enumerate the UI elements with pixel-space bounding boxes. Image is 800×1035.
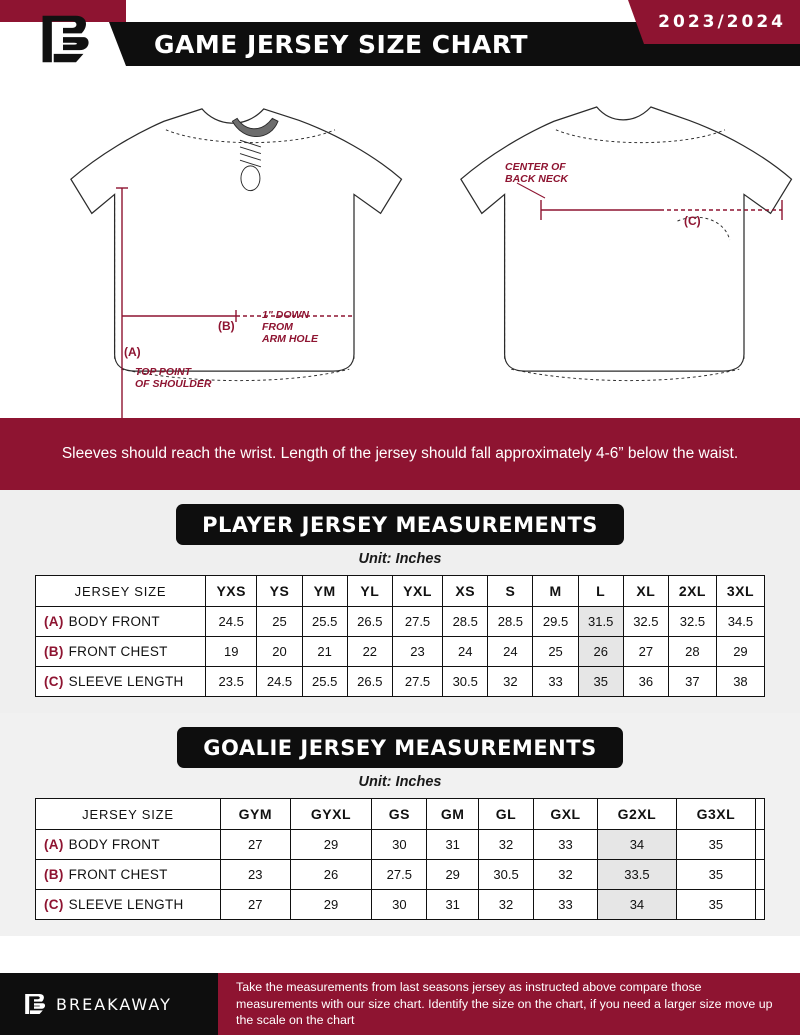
column-header-jersey-size: JERSEY SIZE (36, 576, 206, 607)
table-row (36, 667, 765, 697)
label-arm-hole-line2: FROM (262, 321, 293, 333)
column-header-gym: GYM (221, 799, 291, 830)
cell-value: 25 (257, 607, 302, 637)
cell-value: 21 (302, 637, 347, 667)
cell-value: 28.5 (488, 607, 533, 637)
cell-value: 26.5 (347, 607, 392, 637)
cell-value: 32 (479, 890, 534, 920)
cell-value: 22 (347, 637, 392, 667)
label-center-back-neck-line1: CENTER OF (505, 161, 566, 173)
column-header-g3xl: G3XL (676, 799, 755, 830)
row-label-front-chest: (B) FRONT CHEST (36, 860, 221, 890)
column-header-ys: YS (257, 576, 302, 607)
label-b-marker: (B) (218, 319, 235, 333)
cell-value: 35 (676, 830, 755, 860)
table-header-row (36, 799, 765, 830)
empty-cell (755, 830, 764, 860)
label-a-marker: (A) (124, 345, 141, 359)
table-header-row (36, 576, 765, 607)
cell-value: 27 (623, 637, 668, 667)
cell-value: 27.5 (392, 667, 442, 697)
cell-value: 33 (533, 667, 578, 697)
column-header-gs: GS (372, 799, 427, 830)
footer-instructions (218, 973, 800, 1035)
cell-value: 25.5 (302, 607, 347, 637)
empty-cell (755, 860, 764, 890)
table-row (36, 637, 765, 667)
table-row (36, 830, 765, 860)
row-tag: (A) (44, 837, 64, 852)
empty-cell (755, 890, 764, 920)
cell-value: 24.5 (257, 667, 302, 697)
cell-value: 26 (578, 637, 623, 667)
cell-value: 29 (427, 860, 479, 890)
cell-value: 29 (290, 830, 372, 860)
footer-brand-name: BREAKAWAY (56, 994, 172, 1014)
column-header-yxl: YXL (392, 576, 442, 607)
page-title: GAME JERSEY SIZE CHART (154, 29, 529, 59)
cell-value: 33 (534, 890, 598, 920)
cell-value: 25.5 (302, 667, 347, 697)
column-header-2xl: 2XL (668, 576, 716, 607)
season-badge-notch (628, 0, 644, 44)
cell-value: 30.5 (479, 860, 534, 890)
cell-value: 31.5 (578, 607, 623, 637)
cell-value: 25 (533, 637, 578, 667)
cell-value: 27 (221, 830, 291, 860)
cell-value: 30 (372, 830, 427, 860)
row-label-body-front: (A) BODY FRONT (36, 830, 221, 860)
cell-value: 28.5 (443, 607, 488, 637)
cell-value: 32 (534, 860, 598, 890)
table-row (36, 607, 765, 637)
brand-logo (0, 0, 126, 78)
player-size-table (35, 575, 765, 697)
cell-value: 34.5 (716, 607, 764, 637)
cell-value: 29.5 (533, 607, 578, 637)
column-header-xl: XL (623, 576, 668, 607)
cell-value: 32 (488, 667, 533, 697)
cell-value: 26 (290, 860, 372, 890)
note-text: Sleeves should reach the wrist. Length of the jersey should fall approximately 4-6” below the waist. (61, 444, 739, 462)
row-tag: (B) (44, 644, 64, 659)
cell-value: 23 (392, 637, 442, 667)
cell-value: 29 (290, 890, 372, 920)
row-label-front-chest: (B) FRONT CHEST (36, 637, 206, 667)
column-header-gyxl: GYXL (290, 799, 372, 830)
row-label-body-front: (A) BODY FRONT (36, 607, 206, 637)
cell-value: 35 (578, 667, 623, 697)
player-measurements-section (0, 490, 800, 713)
cell-value: 24.5 (206, 607, 257, 637)
cell-value: 24 (443, 637, 488, 667)
cell-value: 30.5 (443, 667, 488, 697)
note-bar (0, 418, 800, 490)
label-c-marker: (C) (684, 214, 701, 228)
label-arm-hole-line1: 1" DOWN (262, 309, 309, 321)
goalie-size-table (35, 798, 765, 920)
breakaway-b-logo-icon (35, 13, 91, 65)
row-tag: (A) (44, 614, 64, 629)
table-row (36, 890, 765, 920)
header (0, 0, 800, 78)
column-header-gxl: GXL (534, 799, 598, 830)
cell-value: 32 (479, 830, 534, 860)
column-header-jersey-size: JERSEY SIZE (36, 799, 221, 830)
row-tag: (B) (44, 867, 64, 882)
cell-value: 23 (221, 860, 291, 890)
column-header-gl: GL (479, 799, 534, 830)
label-shoulder-line1: TOP POINT (135, 366, 192, 378)
cell-value: 34 (597, 890, 676, 920)
goalie-unit-label: Unit: Inches (358, 774, 442, 790)
column-header-xs: XS (443, 576, 488, 607)
cell-value: 30 (372, 890, 427, 920)
cell-value: 29 (716, 637, 764, 667)
cell-value: 31 (427, 890, 479, 920)
cell-value: 33 (534, 830, 598, 860)
cell-value: 32.5 (623, 607, 668, 637)
cell-value: 31 (427, 830, 479, 860)
column-header-g2xl: G2XL (597, 799, 676, 830)
column-header-m: M (533, 576, 578, 607)
footer-instructions-text: Take the measurements from last seasons jersey as instructed above compare those measurements with our size chart. Identify the size on the chart, if you need a larger size move up the scale on the chart (236, 979, 773, 1028)
cell-value: 24 (488, 637, 533, 667)
season-label: 2023/2024 (658, 12, 786, 32)
cell-value: 26.5 (347, 667, 392, 697)
cell-value: 28 (668, 637, 716, 667)
cell-value: 32.5 (668, 607, 716, 637)
cell-value: 27.5 (392, 607, 442, 637)
cell-value: 20 (257, 637, 302, 667)
column-header-gm: GM (427, 799, 479, 830)
table-row (36, 860, 765, 890)
jersey-illustration (0, 78, 800, 418)
cell-value: 27 (221, 890, 291, 920)
row-label-sleeve-length: (C) SLEEVE LENGTH (36, 667, 206, 697)
season-badge (644, 0, 800, 44)
column-header-3xl: 3XL (716, 576, 764, 607)
cell-value: 33.5 (597, 860, 676, 890)
footer (0, 973, 800, 1035)
empty-cell (755, 799, 764, 830)
goalie-measurements-section (0, 713, 800, 936)
cell-value: 23.5 (206, 667, 257, 697)
player-unit-label: Unit: Inches (358, 551, 442, 567)
column-header-yxs: YXS (206, 576, 257, 607)
row-label-sleeve-length: (C) SLEEVE LENGTH (36, 890, 221, 920)
label-arm-hole-line3: ARM HOLE (262, 333, 318, 345)
label-center-back-neck-line2: BACK NECK (505, 173, 568, 185)
footer-brand-block (0, 973, 218, 1035)
cell-value: 35 (676, 890, 755, 920)
cell-value: 37 (668, 667, 716, 697)
column-header-yl: YL (347, 576, 392, 607)
row-tag: (C) (44, 897, 64, 912)
goalie-section-title: GOALIE JERSEY MEASUREMENTS (177, 727, 622, 768)
cell-value: 38 (716, 667, 764, 697)
cell-value: 35 (676, 860, 755, 890)
jersey-diagram-svg (0, 78, 800, 418)
column-header-ym: YM (302, 576, 347, 607)
cell-value: 34 (597, 830, 676, 860)
row-tag: (C) (44, 674, 64, 689)
cell-value: 36 (623, 667, 668, 697)
column-header-s: S (488, 576, 533, 607)
player-section-title: PLAYER JERSEY MEASUREMENTS (176, 504, 624, 545)
title-bar-notch (109, 22, 126, 66)
label-shoulder-line2: OF SHOULDER (135, 378, 212, 390)
cell-value: 19 (206, 637, 257, 667)
breakaway-b-logo-icon-footer (22, 991, 46, 1017)
cell-value: 27.5 (372, 860, 427, 890)
column-header-l: L (578, 576, 623, 607)
